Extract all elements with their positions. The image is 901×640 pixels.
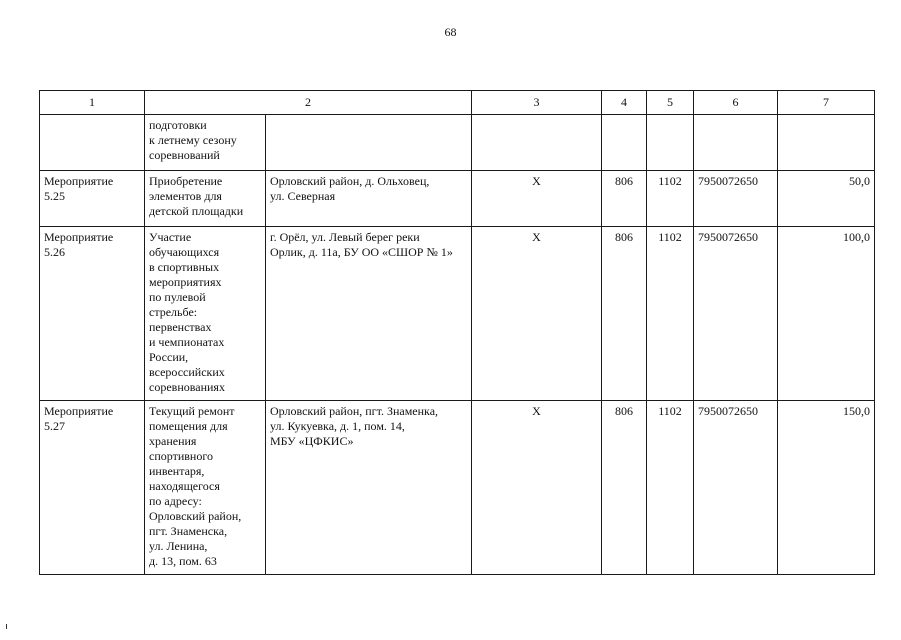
col6-cell: 7950072650 <box>694 171 778 227</box>
event-name-cell: Приобретение элементов для детской площадки <box>145 171 266 227</box>
scan-mark <box>6 624 7 629</box>
table-row <box>40 401 875 575</box>
event-name-cell: Участие обучающихся в спортивных мероприятиях по пулевой стрельбе: первенствах и чемпионатах России, всероссийских соревнованиях <box>145 227 266 401</box>
col4-cell: 806 <box>602 401 647 575</box>
amount-cell: 150,0 <box>778 401 875 575</box>
table-row <box>40 227 875 401</box>
col5-cell: 1102 <box>647 401 694 575</box>
header-cell: 7 <box>778 91 875 115</box>
header-cell: 6 <box>694 91 778 115</box>
budget-table <box>39 90 875 575</box>
location-cell <box>266 115 472 171</box>
header-cell: 5 <box>647 91 694 115</box>
col4-cell <box>602 115 647 171</box>
header-cell: 4 <box>602 91 647 115</box>
amount-cell: 100,0 <box>778 227 875 401</box>
col6-cell: 7950072650 <box>694 401 778 575</box>
event-cell: Мероприятие 5.27 <box>40 401 145 575</box>
header-cell: 2 <box>145 91 472 115</box>
col5-cell: 1102 <box>647 227 694 401</box>
amount-cell <box>778 115 875 171</box>
header-cell: 3 <box>472 91 602 115</box>
location-cell: г. Орёл, ул. Левый берег реки Орлик, д. 11а, БУ ОО «СШОР № 1» <box>266 227 472 401</box>
col3-cell: Х <box>472 401 602 575</box>
col5-cell: 1102 <box>647 171 694 227</box>
col4-cell: 806 <box>602 227 647 401</box>
col5-cell <box>647 115 694 171</box>
event-name-cell: подготовки к летнему сезону соревнований <box>145 115 266 171</box>
location-cell: Орловский район, д. Ольховец, ул. Северная <box>266 171 472 227</box>
event-cell <box>40 115 145 171</box>
col3-cell: Х <box>472 227 602 401</box>
event-name-cell: Текущий ремонт помещения для хранения спортивного инвентаря, находящегося по адресу: Орловский район, пгт. Знаменска, ул. Ленина, д. 13, пом. 63 <box>145 401 266 575</box>
event-cell: Мероприятие 5.26 <box>40 227 145 401</box>
col3-cell: Х <box>472 171 602 227</box>
col3-cell <box>472 115 602 171</box>
page-number: 68 <box>444 25 457 39</box>
amount-cell: 50,0 <box>778 171 875 227</box>
location-cell: Орловский район, пгт. Знаменка, ул. Кукуевка, д. 1, пом. 14, МБУ «ЦФКИС» <box>266 401 472 575</box>
col4-cell: 806 <box>602 171 647 227</box>
header-cell: 1 <box>40 91 145 115</box>
table-row <box>40 171 875 227</box>
col6-cell <box>694 115 778 171</box>
event-cell: Мероприятие 5.25 <box>40 171 145 227</box>
col6-cell: 7950072650 <box>694 227 778 401</box>
table-header-row <box>40 91 875 115</box>
table-row <box>40 115 875 171</box>
